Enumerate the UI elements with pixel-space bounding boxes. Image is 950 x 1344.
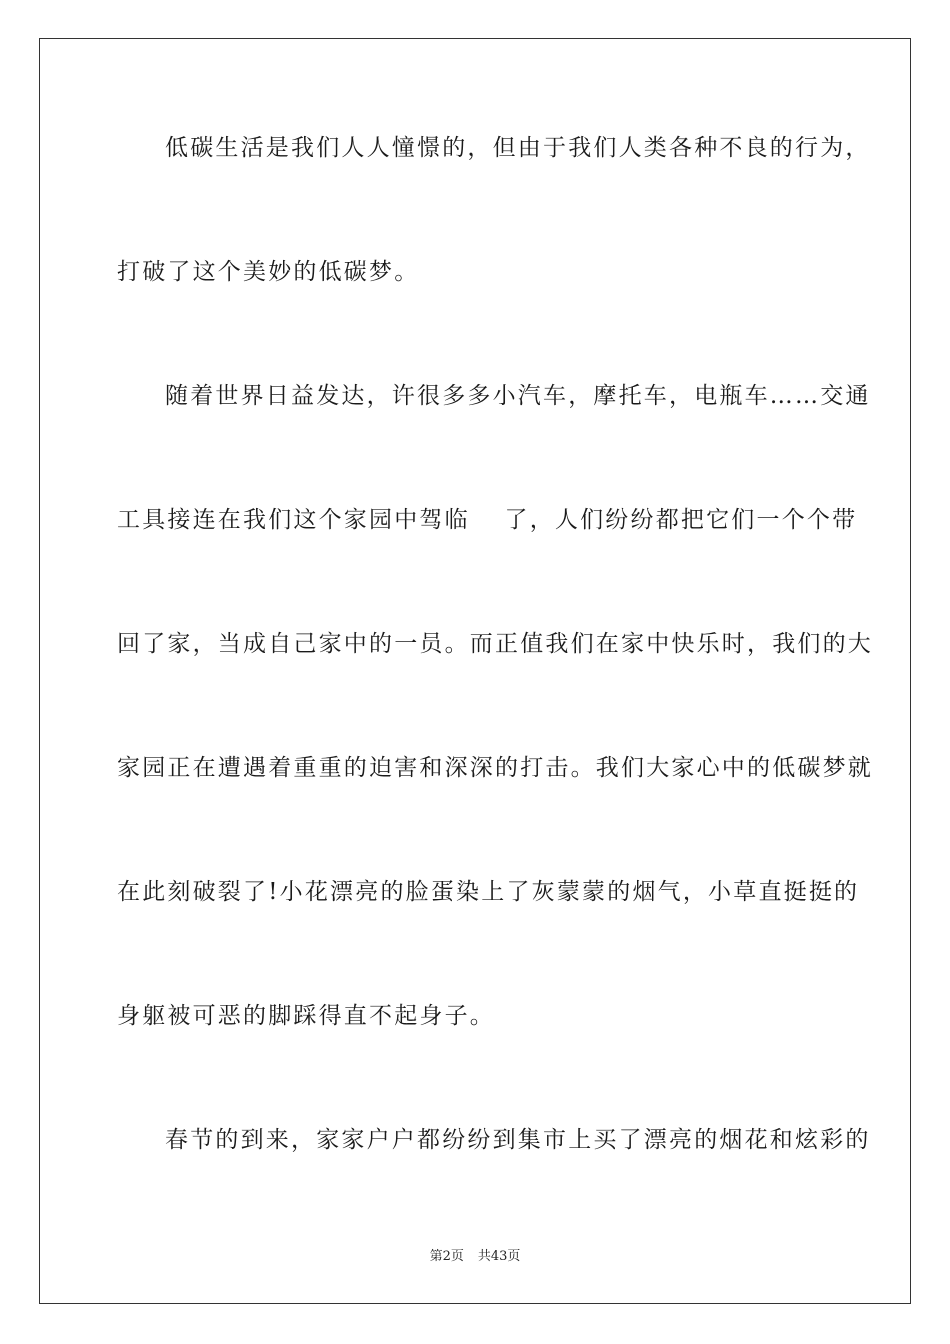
paragraph-2-line-2: 工具接连在我们这个家园中驾临 了，人们纷纷都把它们一个个带 [117, 507, 858, 533]
paragraph-1-line-1: 低碳生活是我们人人憧憬的，但由于我们人类各种不良的行为， [165, 135, 871, 161]
paragraph-3-line-1: 春节的到来，家家户户都纷纷到集市上买了漂亮的烟花和炫彩的 [165, 1127, 871, 1153]
paragraph-2-line-4: 家园正在遭遇着重重的迫害和深深的打击。我们大家心中的低碳梦就 [117, 755, 873, 781]
paragraph-2-line-1: 随着世界日益发达，许很多多小汽车，摩托车，电瓶车……交通 [165, 383, 871, 409]
paragraph-1-line-2: 打破了这个美妙的低碳梦。 [117, 259, 420, 285]
paragraph-2-line-6: 身躯被可恶的脚踩得直不起身子。 [117, 1003, 495, 1029]
paragraph-2-line-5: 在此刻破裂了!小花漂亮的脸蛋染上了灰蒙蒙的烟气，小草直挺挺的 [117, 879, 860, 905]
page-total: 共43页 [477, 1249, 521, 1264]
page-border [39, 38, 911, 1304]
paragraph-2-line-3: 回了家，当成自己家中的一员。而正值我们在家中快乐时，我们的大 [117, 631, 873, 657]
page-number: 第2页 [429, 1249, 464, 1264]
page-footer [0, 1248, 950, 1266]
